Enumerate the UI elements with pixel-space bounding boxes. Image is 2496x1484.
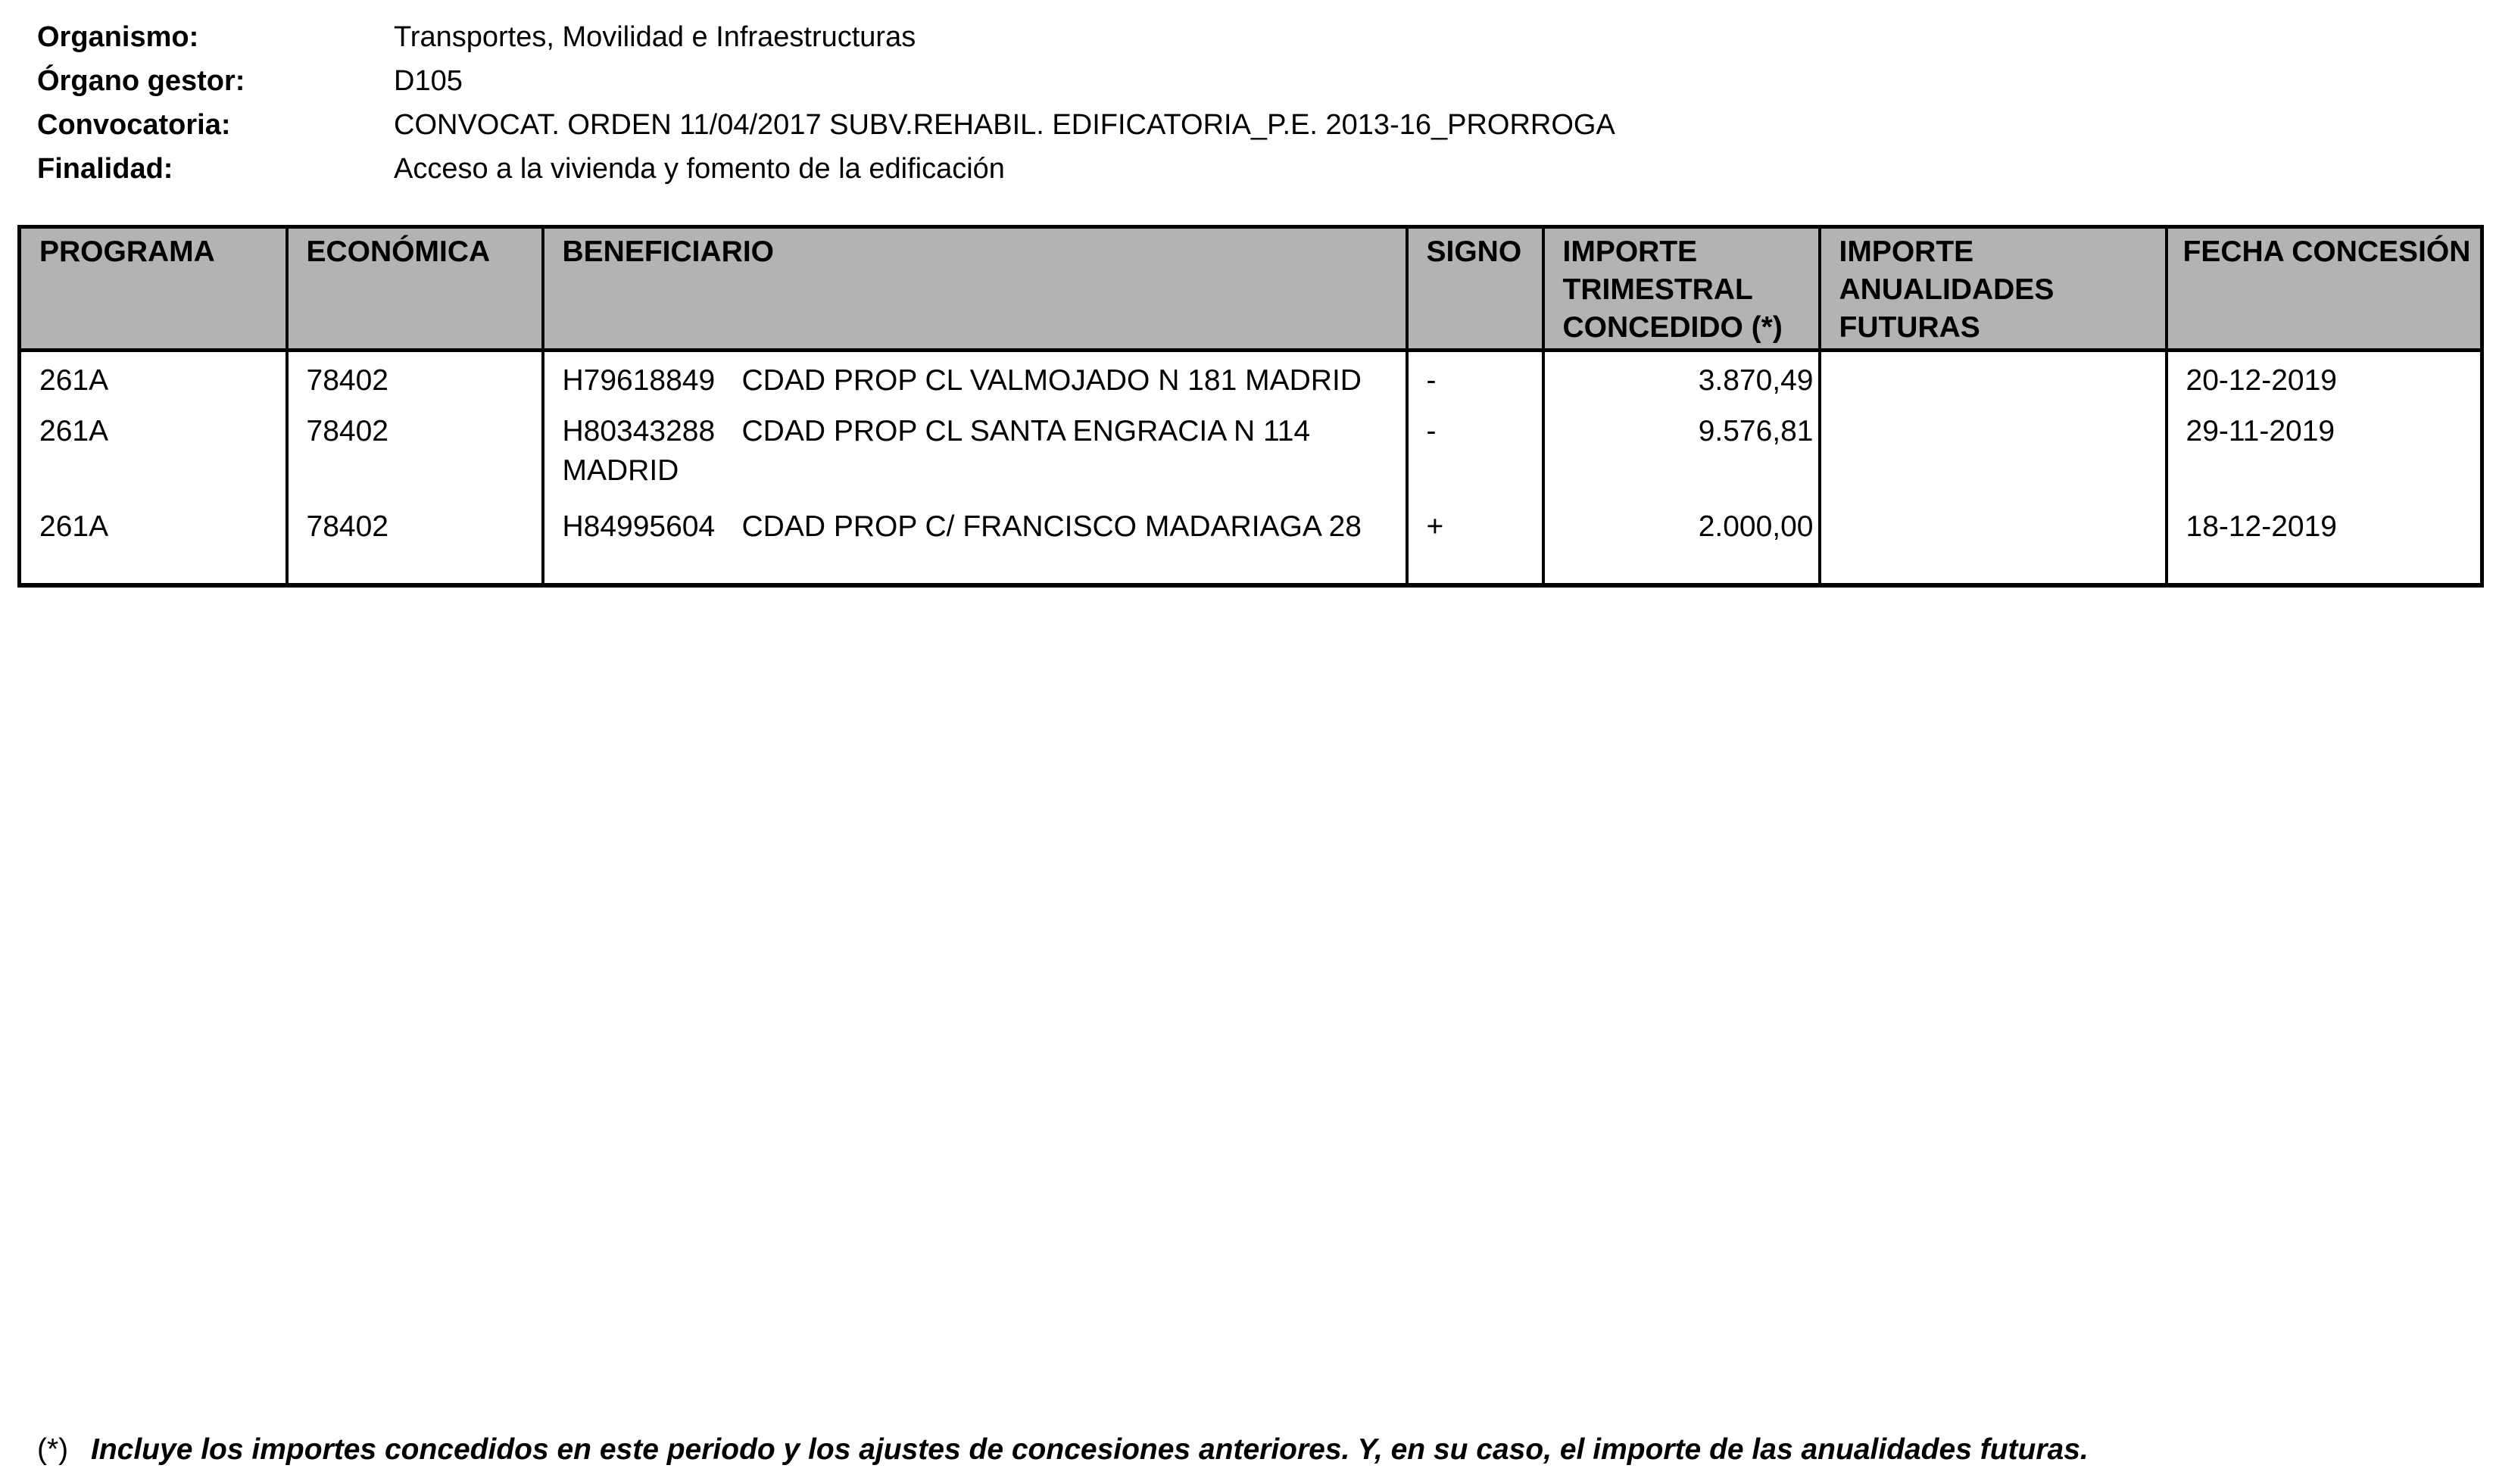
cell-signo: + (1407, 496, 1543, 585)
table-header-row (20, 227, 2482, 351)
footnote (0, 1428, 2496, 1472)
cell-economica: 78402 (287, 351, 543, 404)
cell-signo: - (1407, 351, 1543, 404)
cell-importe-anualidades (1820, 351, 2167, 404)
organismo-label: Organismo: (37, 21, 199, 53)
cell-programa: 261A (20, 351, 287, 404)
organo-gestor-label: Órgano gestor: (37, 65, 245, 97)
organismo-value: Transportes, Movilidad e Infraestructuras (394, 21, 916, 53)
cell-fecha-concesion: 18-12-2019 (2186, 510, 2337, 543)
finalidad-value: Acceso a la vivienda y fomento de la edificación (394, 153, 1005, 185)
metadata-row-organismo (0, 15, 2496, 59)
finalidad-label: Finalidad: (37, 153, 173, 185)
column-header-signo: SIGNO (1407, 227, 1543, 351)
column-header-economica: ECONÓMICA (287, 227, 543, 351)
beneficiario-id: H80343288 (562, 415, 716, 447)
column-header-beneficiario: BENEFICIARIO (543, 227, 1407, 351)
beneficiario-nombre: CDAD PROP C/ FRANCISCO MADARIAGA 28 (741, 510, 1362, 543)
grants-table (17, 225, 2484, 588)
table-row (20, 351, 2482, 404)
column-header-fecha-concesion: FECHA CONCESIÓN (2167, 227, 2482, 351)
cell-economica: 78402 (287, 403, 543, 496)
cell-signo: - (1407, 403, 1543, 496)
cell-fecha-concesion: 29-11-2019 (2186, 415, 2335, 447)
column-header-importe-trimestral: IMPORTE TRIMESTRAL CONCEDIDO (*) (1543, 227, 1820, 351)
cell-importe-anualidades (1820, 403, 2167, 496)
cell-beneficiario (543, 496, 1407, 585)
table-row (20, 403, 2482, 496)
cell-importe-trimestral: 3.870,49 (1543, 351, 1820, 404)
cell-importe-trimestral: 2.000,00 (1543, 496, 1820, 585)
cell-fecha-concesion: 20-12-2019 (2186, 364, 2337, 397)
cell-programa: 261A (20, 496, 287, 585)
document-metadata (0, 15, 2496, 191)
metadata-row-organo-gestor (0, 59, 2496, 103)
metadata-row-finalidad (0, 147, 2496, 191)
cell-beneficiario (543, 351, 1407, 404)
metadata-row-convocatoria (0, 103, 2496, 147)
beneficiario-id: H84995604 (562, 510, 716, 543)
cell-importe-anualidades (1820, 496, 2167, 585)
footnote-marker: (*) (37, 1433, 69, 1466)
beneficiario-nombre: CDAD PROP CL SANTA ENGRACIA N 114 MADRID (562, 415, 1311, 487)
beneficiario-id: H79618849 (562, 364, 716, 397)
column-header-programa: PROGRAMA (20, 227, 287, 351)
cell-programa: 261A (20, 403, 287, 496)
convocatoria-label: Convocatoria: (37, 109, 231, 141)
column-header-importe-anualidades: IMPORTE ANUALIDADES FUTURAS (1820, 227, 2167, 351)
table-row (20, 496, 2482, 585)
beneficiario-nombre: CDAD PROP CL VALMOJADO N 181 MADRID (741, 364, 1362, 397)
cell-beneficiario (543, 403, 1407, 496)
organo-gestor-value: D105 (394, 65, 463, 97)
cell-economica: 78402 (287, 496, 543, 585)
footnote-text: Incluye los importes concedidos en este periodo y los ajustes de concesiones anteriores. Y, en su caso, el importe de las anualidades futuras. (91, 1433, 2089, 1466)
cell-importe-trimestral: 9.576,81 (1543, 403, 1820, 496)
convocatoria-value: CONVOCAT. ORDEN 11/04/2017 SUBV.REHABIL. EDIFICATORIA_P.E. 2013-16_PRORROGA (394, 109, 1615, 141)
